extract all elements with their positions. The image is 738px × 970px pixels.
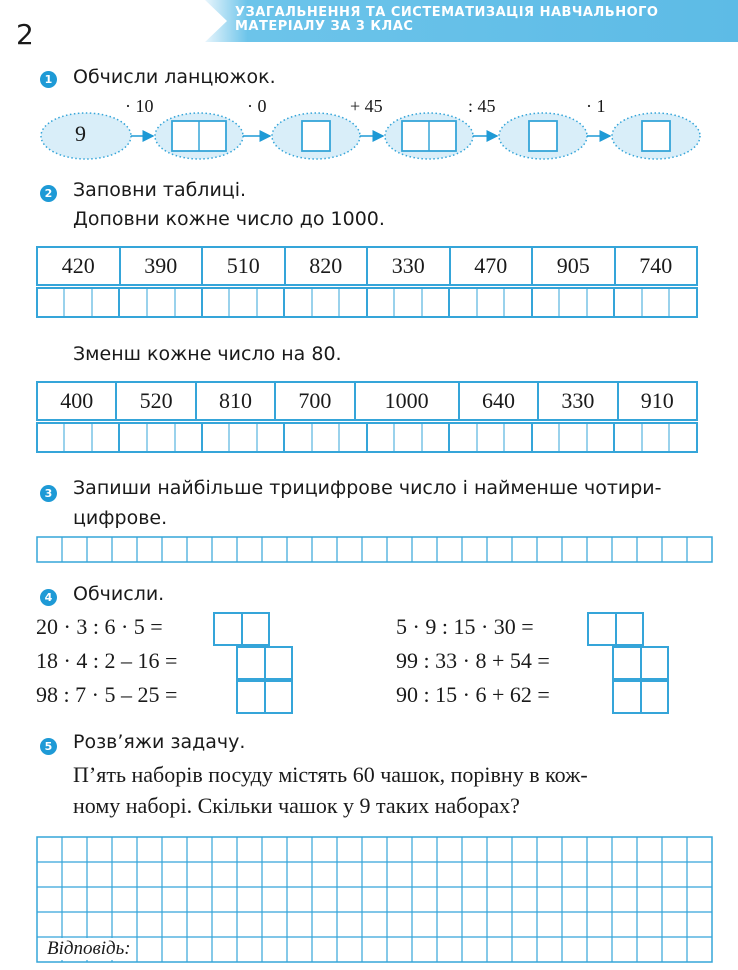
expression-left-1: 20 · 3 : 6 · 5 = [36, 614, 163, 639]
numbers-table-1 [36, 246, 698, 286]
table1-cell: 740 [615, 247, 698, 285]
expression-right-1: 5 · 9 : 15 · 30 = [396, 614, 534, 639]
numbers-table-2 [36, 381, 698, 421]
task4-title: Обчисли. [73, 583, 165, 605]
chain-box-2 [302, 121, 330, 151]
task2-number: 2 [40, 185, 57, 202]
table1-cell: 420 [37, 247, 120, 285]
task5-title: Розв’яжи задачу. [73, 731, 246, 753]
answer-box-right-3[interactable] [612, 680, 669, 714]
chain-op-3: + 45 [350, 96, 383, 116]
table2-cell: 910 [618, 382, 697, 420]
answer-box-right-2[interactable] [612, 646, 669, 680]
answer-row-2 [36, 422, 698, 454]
chain-op-2: · 0 [247, 96, 267, 116]
answer-box-left-3[interactable] [236, 680, 293, 714]
table1-cell: 470 [450, 247, 533, 285]
header-title [235, 6, 658, 34]
task5-number: 5 [40, 738, 57, 755]
table1-cell: 390 [120, 247, 203, 285]
page-number: 2 [16, 18, 34, 51]
task3-number: 3 [40, 485, 57, 502]
task5-line1: П’ять наборів посуду містять 60 чашок, порівну в кож- [73, 762, 588, 787]
table1-cell: 330 [367, 247, 450, 285]
chain-oval-start [41, 113, 131, 159]
expression-left-3: 98 : 7 · 5 – 25 = [36, 682, 178, 707]
answer-box-left-2[interactable] [236, 646, 293, 680]
task1-number: 1 [40, 71, 57, 88]
task3-line1: Запиши найбільше трицифрове число і найменше чотири- [73, 477, 662, 499]
task2-title: Заповни таблиці. [73, 179, 247, 201]
expression-right-3: 90 : 15 · 6 + 62 = [396, 682, 550, 707]
table1-cell: 905 [532, 247, 615, 285]
task2-part2-instruction: Зменш кожне число на 80. [73, 343, 342, 365]
task4-number: 4 [40, 589, 57, 606]
table2-cell: 400 [37, 382, 116, 420]
table2-cell: 520 [116, 382, 195, 420]
answer-row-1 [36, 287, 698, 319]
expression-right-2: 99 : 33 · 8 + 54 = [396, 648, 550, 673]
table2-cell: 1000 [355, 382, 459, 420]
table2-cell: 810 [196, 382, 275, 420]
chain-op-5: · 1 [586, 96, 606, 116]
chain-start-value: 9 [75, 121, 86, 146]
task2-part1-instruction: Доповни кожне число до 1000. [73, 208, 385, 230]
answer-box-left-1[interactable] [213, 612, 270, 646]
table2-cell: 640 [459, 382, 538, 420]
chain-op-4: : 45 [468, 96, 496, 116]
solution-grid [36, 836, 714, 964]
header-title-line1: УЗАГАЛЬНЕННЯ ТА СИСТЕМАТИЗАЦІЯ НАВЧАЛЬНОГО [235, 5, 659, 20]
table2-cell: 330 [538, 382, 617, 420]
answer-row-3 [36, 536, 714, 564]
table1-cell: 820 [285, 247, 368, 285]
task5-line2: ному наборі. Скільки чашок у 9 таких наборах? [73, 793, 520, 818]
task3-line2: цифрове. [73, 507, 168, 529]
chain-box-4 [529, 121, 557, 151]
expression-left-2: 18 · 4 : 2 – 16 = [36, 648, 178, 673]
table1-cell: 510 [202, 247, 285, 285]
answer-box-right-1[interactable] [587, 612, 644, 646]
answer-label: Відповідь: [44, 938, 134, 960]
task1-title: Обчисли ланцюжок. [73, 66, 276, 88]
header-title-line2: МАТЕРІАЛУ ЗА 3 КЛАС [235, 19, 414, 34]
chain-op-1: · 10 [125, 96, 154, 116]
chain-box-5 [642, 121, 670, 151]
table2-cell: 700 [275, 382, 354, 420]
